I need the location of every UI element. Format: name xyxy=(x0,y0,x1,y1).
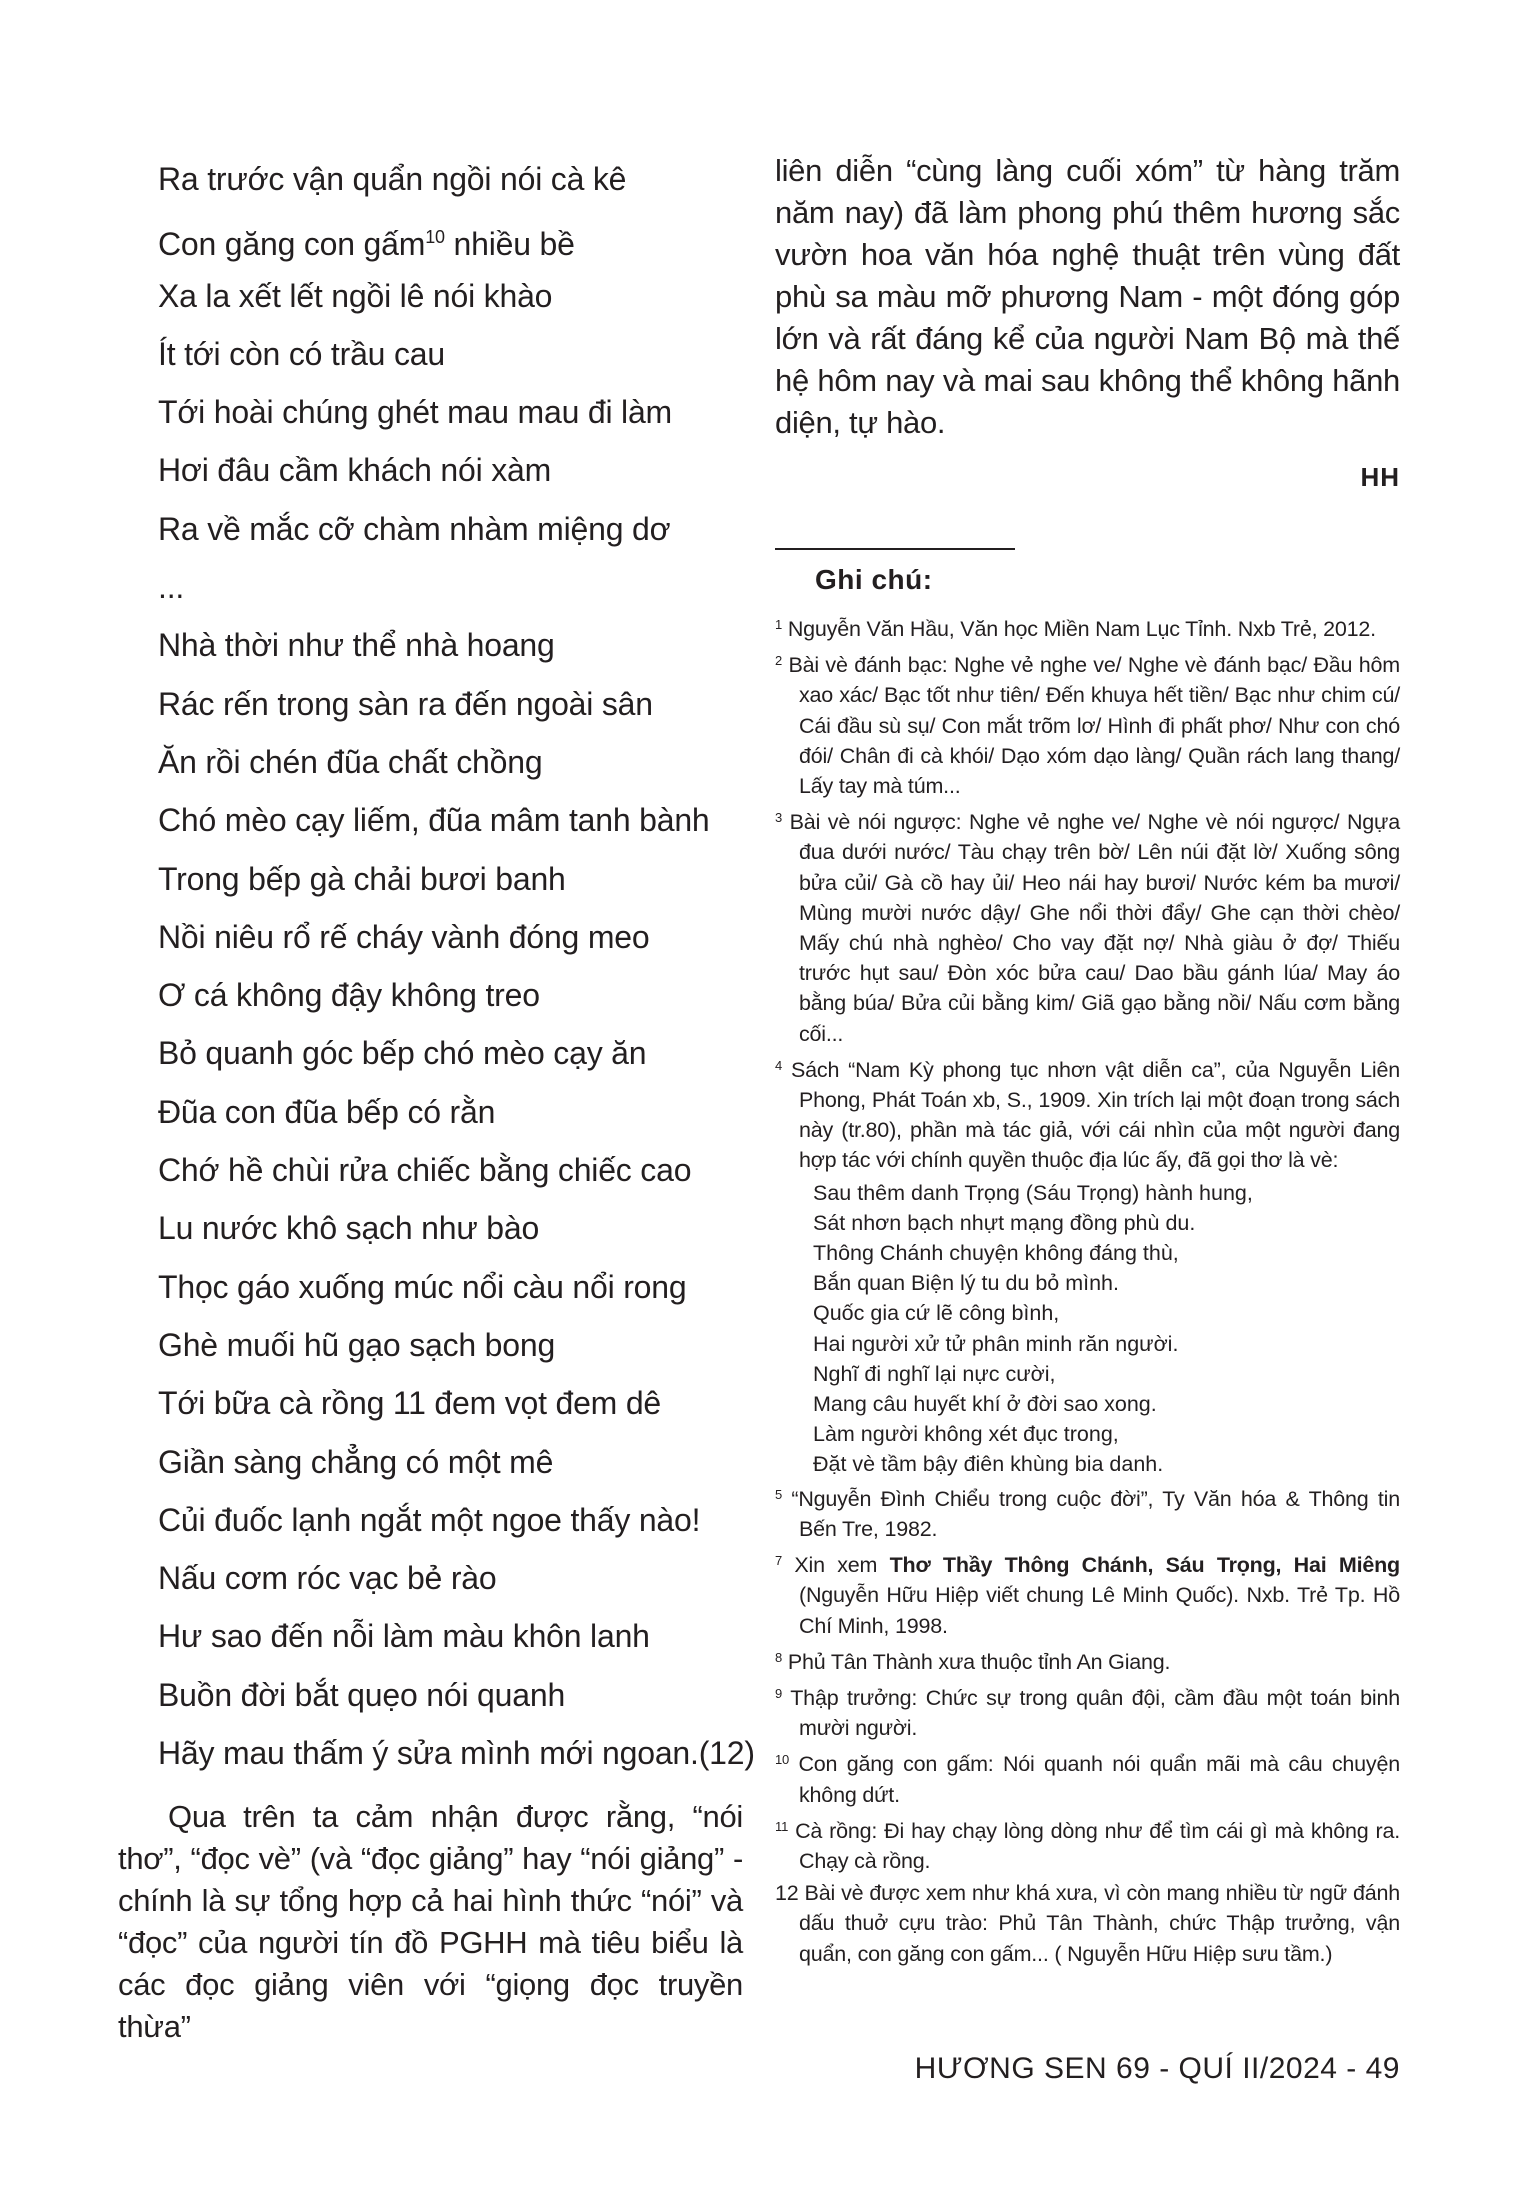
footnote-number: 7 xyxy=(775,1553,783,1569)
page-footer: HƯƠNG SEN 69 - QUÍ II/2024 - 49 xyxy=(914,2052,1400,2085)
footnote-number: 3 xyxy=(775,810,783,826)
footnote xyxy=(775,803,1400,1049)
verse-line: Ghè muối hũ gạo sạch bong xyxy=(158,1326,556,1363)
verse-line: Tới hoài chúng ghét mau mau đi làm xyxy=(158,394,673,431)
verse-line: Hư sao đến nỗi làm màu khôn lanh xyxy=(158,1618,650,1655)
footnote-text: Phủ Tân Thành xưa thuộc tỉnh An Giang. xyxy=(787,1649,1171,1674)
footnote-number: 8 xyxy=(775,1649,783,1665)
verse-line: Ra về mắc cỡ chàm nhàm miệng dơ xyxy=(158,510,671,547)
footnote-text: (Nguyễn Hữu Hiệp viết chung Lê Minh Quốc). Nxb. Trẻ Tp. Hồ Chí Minh, 1998. xyxy=(799,1583,1400,1638)
footnote-text: Xin xem xyxy=(794,1553,890,1578)
footnote-text: Nguyễn Văn Hầu, Văn học Miền Nam Lục Tỉnh. Nxb Trẻ, 2012. xyxy=(787,617,1376,641)
notes-title: Ghi chú: xyxy=(815,564,933,595)
verse-block xyxy=(118,150,755,1782)
verse-line xyxy=(118,208,743,266)
poem-line: Thông Chánh chuyện không đáng thù, xyxy=(813,1241,1179,1266)
footnote xyxy=(775,1051,1400,1176)
poem-line: Quốc gia cứ lẽ công bình, xyxy=(813,1301,1060,1326)
footnote-text: Con găng con gấm: Nói quanh nói quẩn mãi mà câu chuyện không dứt. xyxy=(798,1752,1400,1807)
verse-line: Ít tới còn có trầu cau xyxy=(158,335,445,372)
footnote xyxy=(775,1745,1400,1809)
notes-divider xyxy=(775,548,1015,550)
footnote xyxy=(775,610,1400,644)
verse-line: Nấu cơm róc vạc bẻ rào xyxy=(158,1560,497,1597)
footnote: 12 Bài vè được xem như khá xưa, vì còn mang nhiều từ ngữ đánh dấu thuở cựu trào: Phủ Tân Thành, chức Thập trưởng, vận quẩn, con găng con gấm... ( Nguyễn Hữu Hiệp sưu tầm.) xyxy=(775,1881,1400,1966)
verse-line-tail: nhiều bề xyxy=(444,226,575,263)
right-column xyxy=(775,150,1400,1971)
poem-line: Sát nhơn bạch nhựt mạng đồng phù du. xyxy=(813,1210,1196,1235)
footnote xyxy=(775,1480,1400,1544)
footnote xyxy=(775,1546,1400,1641)
body-paragraph: Qua trên ta cảm nhận được rằng, “nói thơ”, “đọc vè” (và “đọc giảng” hay “nói giảng” - chính là sự tổng hợp cả hai hình thức “nói” và “đọc” của người tín đồ PGHH mà tiêu biểu là các đọc giảng viên với “giọng đọc truyền thừa” xyxy=(118,1799,743,2045)
footnote-ref: 10 xyxy=(425,227,445,248)
verse-line: Ơ cá không đậy không treo xyxy=(158,977,540,1014)
verse-line: Lu nước khô sạch như bào xyxy=(158,1210,540,1247)
verse-line: Chớ hề chùi rửa chiếc bằng chiếc cao xyxy=(158,1152,692,1189)
footnote-number: 1 xyxy=(775,617,783,632)
footnote-text: Cà rồng: Đi hay chạy lòng dòng như để tìm cái gì mà không ra. Chạy cà rồng. xyxy=(795,1818,1400,1873)
verse-line: Xa la xết lết ngồi lê nói khào xyxy=(158,277,553,314)
author-signature: HH xyxy=(1360,462,1400,492)
verse-line-text: Con găng con gấm xyxy=(158,226,426,263)
verse-line: Trong bếp gà chải bươi banh xyxy=(158,860,566,897)
footnote-number: 11 xyxy=(775,1818,789,1834)
verse-line: Rác rến trong sàn ra đến ngoài sân xyxy=(158,685,653,722)
verse-ellipsis: ... xyxy=(158,569,185,606)
poem-line: Mang câu huyết khí ở đời sao xong. xyxy=(813,1392,1157,1417)
footnote-text: Bài vè nói ngược: Nghe vẻ nghe ve/ Nghe vè nói ngược/ Ngựa đua dưới nước/ Tàu chạy trên bờ/ Lên núi đặt lờ/ Xuống sông bửa củi/ Gà cồ hay ủi/ Heo nái hay bươi/ Nước kém ba mươi/ Mùng mười nước dậy/ Ghe nổi thời đẩy/ Ghe cạn thời chèo/ Mấy chú nhà nghèo/ Cho vay đặt nợ/ Nhà giàu ở đợ/ Thiếu trước hụt sau/ Đòn xóc bửa cau/ Dao bầu gánh lúa/ May áo bằng búa/ Bửa củi bằng kim/ Giã gạo bằng nồi/ Nấu cơm bằng cối... xyxy=(789,810,1401,1046)
footnote xyxy=(775,1812,1400,1876)
poem-line: Sau thêm danh Trọng (Sáu Trọng) hành hung, xyxy=(813,1180,1253,1205)
verse-line: Buồn đời bắt quẹo nói quanh xyxy=(158,1676,566,1713)
footnote-number: 9 xyxy=(775,1685,783,1701)
footnote-number: 10 xyxy=(775,1752,790,1768)
footnote-text: Sách “Nam Kỳ phong tục nhơn vật diễn ca”, của Nguyễn Liên Phong, Phát Toán xb, S., 1909. Xin trích lại một đoạn trong sách này (tr.80), phần mà tác giả, với cái nhìn của một người đang hợp tác với chính quyền thuộc địa lúc ấy, đã gọi thơ là vè: xyxy=(791,1057,1401,1173)
verse-line: Giần sàng chẳng có một mê xyxy=(158,1443,554,1480)
footnote-text: Bài vè đánh bạc: Nghe vẻ nghe ve/ Nghe vè đánh bạc/ Đầu hôm xao xác/ Bạc tốt như tiên/ Đến khuya hết tiền/ Bạc như chim cú/ Cái đầu sù sụ/ Con mắt trõm lơ/ Hình đi phất phơ/ Như con chó đói/ Chân đi cà khói/ Dạo xóm dạo làng/ Quần rách lang thang/ Lấy tay mà túm... xyxy=(788,653,1400,799)
footnotes xyxy=(775,610,1400,1969)
poem-line: Đặt vè tầm bậy điên khùng bia danh. xyxy=(813,1452,1164,1477)
poem-line: Làm người không xét đục trong, xyxy=(813,1422,1119,1447)
verse-line: Bỏ quanh góc bếp chó mèo cạy ăn xyxy=(158,1035,647,1072)
footnote xyxy=(775,1679,1400,1743)
verse-line: Ăn rồi chén đũa chất chồng xyxy=(158,743,543,780)
poem-line: Hai người xử tử phân minh răn người. xyxy=(813,1331,1179,1356)
verse-line: Chó mèo cạy liếm, đũa mâm tanh bành xyxy=(158,802,710,839)
verse-line: Hãy mau thấm ý sửa mình mới ngoan.(12) xyxy=(158,1735,755,1772)
footnote-text: “Nguyễn Đình Chiểu trong cuộc đời”, Ty Văn hóa & Thông tin Bến Tre, 1982. xyxy=(791,1486,1400,1541)
quoted-poem xyxy=(775,1178,1400,1480)
footnote-number: 2 xyxy=(775,653,783,669)
verse-line: Hơi đâu cầm khách nói xàm xyxy=(158,452,552,489)
footnote xyxy=(775,646,1400,801)
verse-line: Ra trước vận quẩn ngồi nói cà kê xyxy=(158,161,627,197)
body-paragraph: liên diễn “cùng làng cuối xóm” từ hàng trăm năm nay) đã làm phong phú thêm hương sắc vườn hoa văn hóa nghệ thuật trên vùng đất phù sa màu mỡ phương Nam - một đóng góp lớn và rất đáng kể của người Nam Bộ mà thế hệ hôm nay và mai sau không thể không hãnh diện, tự hào. xyxy=(775,153,1400,440)
verse-line: Đũa con đũa bếp có rằn xyxy=(158,1093,496,1130)
left-column xyxy=(118,150,755,2048)
verse-line: Nhà thời như thể nhà hoang xyxy=(158,627,555,664)
footnote xyxy=(775,1643,1400,1677)
footnote-number: 5 xyxy=(775,1486,783,1502)
footnote-text: Thập trưởng: Chức sự trong quân đội, cầm đầu một toán binh mười người. xyxy=(790,1685,1401,1741)
book-title: Thơ Thầy Thông Chánh, Sáu Trọng, Hai Miêng xyxy=(889,1553,1400,1578)
footnote-number: 4 xyxy=(775,1057,783,1073)
poem-line: Nghĩ đi nghĩ lại nực cười, xyxy=(813,1361,1056,1386)
poem-line: Bắn quan Biện lý tu du bỏ mình. xyxy=(813,1271,1119,1296)
verse-line: Nồi niêu rổ rế cháy vành đóng meo xyxy=(158,918,650,955)
verse-line: Củi đuốc lạnh ngắt một ngoe thấy nào! xyxy=(158,1501,701,1538)
verse-line: Tới bữa cà rồng 11 đem vọt đem dê xyxy=(158,1385,662,1422)
verse-line: Thọc gáo xuống múc nổi càu nổi rong xyxy=(158,1268,687,1305)
